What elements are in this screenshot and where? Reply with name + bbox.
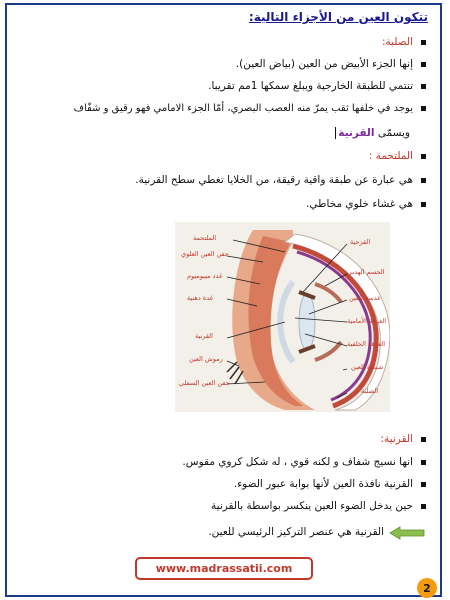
bullet xyxy=(421,437,426,442)
list-item xyxy=(182,456,426,468)
list-item xyxy=(208,80,426,92)
sclera-point-2: تنتمي للطبقة الخارجية ويبلغ سمكها 1مم تقريبا. xyxy=(208,80,413,92)
figure-label-posterior-chamber: الغرفة الخلفية xyxy=(347,340,386,348)
conjunctiva-heading: الملتحمة : xyxy=(368,150,413,162)
figure-label-retina: شبكية العين xyxy=(351,363,384,371)
list-item xyxy=(74,103,426,114)
figure-label-cornea: القرنية xyxy=(195,332,213,340)
figure-label-ciliary-body: الجسم الهدبي xyxy=(347,268,385,276)
bullet xyxy=(421,504,426,509)
figure-label-conjunctiva: الملتحمة xyxy=(193,234,217,242)
bullet xyxy=(421,40,426,45)
cornea-highlight: القرنية هي عنصر التركيز الرئيسي للعين. xyxy=(208,526,384,538)
sclera-heading: الصلبة: xyxy=(381,36,413,48)
website-link[interactable]: www.madrassatii.com xyxy=(135,557,313,580)
cornea-heading-row xyxy=(381,433,426,445)
figure-label-iris: القزحية xyxy=(350,238,371,246)
cornea-point-3: حين يدخل الضوء العين ينكسر بواسطة بالقرنية xyxy=(211,500,413,512)
list-item xyxy=(135,174,426,186)
figure-label-anterior-chamber: الغرفة الأمامية xyxy=(347,317,387,325)
bullet xyxy=(421,154,426,159)
sclera-point-3: يوجد في خلفها ثقب يمرّ منه العصب البصري، أمّا الجزء الامامي فهو رقيق و شفّاف xyxy=(73,103,413,114)
bullet xyxy=(421,84,426,89)
figure-label-meibomian-glands: غدد ميبوميوم xyxy=(187,272,223,280)
cornea-point-2: القرنية نافذة العين لأنها بوابة عبور الضوء. xyxy=(233,478,413,490)
eye-anatomy-figure xyxy=(175,222,390,412)
figure-label-sclera: الصلبة xyxy=(361,387,379,395)
bullet xyxy=(421,62,426,67)
figure-label-upper-eyelid: جفن العين العلوي xyxy=(181,250,229,258)
conjunctiva-heading-row xyxy=(369,150,426,162)
figure-label-lens: عدسة العين xyxy=(349,294,382,302)
cornea-heading: القرنية: xyxy=(380,433,413,445)
sclera-point-1: إنها الجزء الأبيض من العين (بياض العين). xyxy=(235,58,413,70)
list-item-continuation xyxy=(335,127,410,139)
page-number-badge: 2 xyxy=(417,578,437,598)
list-item xyxy=(211,500,426,512)
text-cursor xyxy=(335,127,336,139)
cornea-point-1: انها نسيج شفاف و لكنه قوي ، له شكل كروي مقوس. xyxy=(182,456,413,468)
bullet xyxy=(421,106,426,111)
bullet xyxy=(421,460,426,465)
conjunctiva-point-2: هي غشاء خلوي مخاطي. xyxy=(306,198,413,210)
figure-label-sebaceous-gland: غدة دهنية xyxy=(187,294,214,302)
page-title: تتكون العين من الأجزاء التالية: xyxy=(248,10,428,24)
bullet xyxy=(421,178,426,183)
list-item xyxy=(234,478,426,490)
bullet xyxy=(421,202,426,207)
list-item xyxy=(236,58,426,70)
list-item xyxy=(306,198,426,210)
sclera-heading-row xyxy=(382,36,426,48)
conjunctiva-point-1: هي عبارة عن طبقة واقية رقيقة، من الخلايا تغطي سطح القرنية. xyxy=(135,174,413,186)
sclera-point-4: ويسمّى xyxy=(377,127,410,139)
bullet xyxy=(421,482,426,487)
cornea-word: القرنية xyxy=(338,127,375,139)
figure-label-eyelashes: رموش العين xyxy=(189,355,223,363)
figure-label-lower-eyelid: جفن العين السفلي xyxy=(179,379,230,387)
arrow-icon xyxy=(388,526,426,540)
